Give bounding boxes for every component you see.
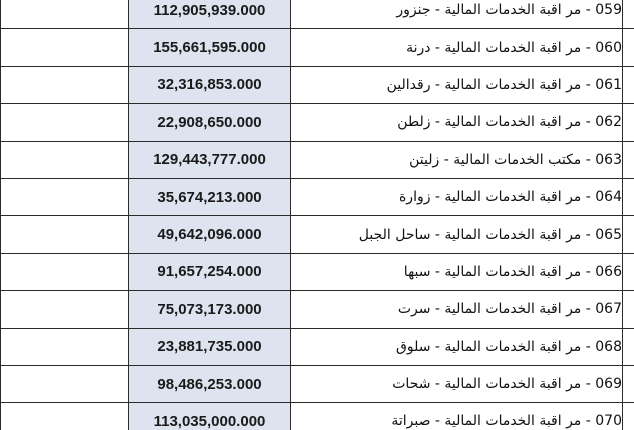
- table-row: [1, 0, 634, 29]
- office-name-cell: 066 - مر اقبة الخدمات المالية - سبها: [291, 253, 623, 290]
- tail-cell: [623, 328, 634, 365]
- office-name: مر اقبة الخدمات المالية - شحات: [392, 376, 582, 393]
- table-row: [1, 291, 634, 328]
- row-code: 059: [595, 2, 622, 19]
- office-name-cell: 069 - مر اقبة الخدمات المالية - شحات: [291, 365, 623, 402]
- office-name: مر اقبة الخدمات المالية - درنة: [406, 39, 582, 56]
- table-row: [1, 216, 634, 253]
- tail-cell: [623, 216, 634, 253]
- office-name: مر اقبة الخدمات المالية - جنزور: [396, 2, 582, 19]
- amount-cell: 112,905,939.000: [129, 0, 291, 29]
- office-name: مر اقبة الخدمات المالية - رقدالين: [386, 76, 582, 93]
- tail-cell: [623, 0, 634, 29]
- amount-cell: 98,486,253.000: [129, 365, 291, 402]
- table-row: [1, 66, 634, 103]
- amount-cell: 155,661,595.000: [129, 29, 291, 66]
- amount-cell: 23,881,735.000: [129, 328, 291, 365]
- amount-cell: 129,443,777.000: [129, 141, 291, 178]
- office-name: مر اقبة الخدمات المالية - سرت: [397, 301, 582, 318]
- row-code: 061: [595, 76, 622, 93]
- office-name: مر اقبة الخدمات المالية - ساحل الجبل: [358, 226, 582, 243]
- lead-cell: [1, 141, 129, 178]
- amount-cell: 35,674,213.000: [129, 178, 291, 215]
- row-code: 065: [595, 226, 622, 243]
- office-name-cell: 059 - مر اقبة الخدمات المالية - جنزور: [291, 0, 623, 29]
- office-name: مر اقبة الخدمات المالية - سبها: [403, 263, 582, 280]
- tail-cell: [623, 178, 634, 215]
- lead-cell: [1, 29, 129, 66]
- office-name: مر اقبة الخدمات المالية - صبراتة: [391, 413, 582, 430]
- tail-cell: [623, 291, 634, 328]
- office-name-cell: 060 - مر اقبة الخدمات المالية - درنة: [291, 29, 623, 66]
- amount-cell: 49,642,096.000: [129, 216, 291, 253]
- tail-cell: [623, 365, 634, 402]
- amount-cell: 22,908,650.000: [129, 104, 291, 141]
- office-name-cell: 061 - مر اقبة الخدمات المالية - رقدالين: [291, 66, 623, 103]
- lead-cell: [1, 403, 129, 430]
- row-code: 066: [595, 263, 622, 280]
- lead-cell: [1, 291, 129, 328]
- table-row: [1, 104, 634, 141]
- office-name: مر اقبة الخدمات المالية - زلطن: [397, 114, 582, 131]
- office-name: مر اقبة الخدمات المالية - زوارة: [398, 189, 582, 206]
- office-name-cell: 067 - مر اقبة الخدمات المالية - سرت: [291, 291, 623, 328]
- office-name-cell: 062 - مر اقبة الخدمات المالية - زلطن: [291, 104, 623, 141]
- table-row: [1, 253, 634, 290]
- office-name-cell: 070 - مر اقبة الخدمات المالية - صبراتة: [291, 403, 623, 430]
- row-code: 060: [595, 39, 622, 56]
- table-row: [1, 328, 634, 365]
- amount-cell: 113,035,000.000: [129, 403, 291, 430]
- tail-cell: [623, 66, 634, 103]
- lead-cell: [1, 328, 129, 365]
- tail-cell: [623, 29, 634, 66]
- lead-cell: [1, 0, 129, 29]
- row-code: 063: [595, 151, 622, 168]
- tail-cell: [623, 253, 634, 290]
- table-row: [1, 403, 634, 430]
- lead-cell: [1, 104, 129, 141]
- tail-cell: [623, 141, 634, 178]
- amount-cell: 91,657,254.000: [129, 253, 291, 290]
- row-code: 064: [595, 189, 622, 206]
- row-code: 068: [595, 338, 622, 355]
- row-code: 062: [595, 114, 622, 131]
- row-code: 067: [595, 301, 622, 318]
- lead-cell: [1, 178, 129, 215]
- lead-cell: [1, 365, 129, 402]
- row-code: 069: [595, 376, 622, 393]
- lead-cell: [1, 216, 129, 253]
- office-name: مكتب الخدمات المالية - زليتن: [409, 151, 582, 168]
- table-row: [1, 365, 634, 402]
- tail-cell: [623, 104, 634, 141]
- amount-cell: 75,073,173.000: [129, 291, 291, 328]
- office-name-cell: 065 - مر اقبة الخدمات المالية - ساحل الجبل: [291, 216, 623, 253]
- lead-cell: [1, 66, 129, 103]
- amount-cell: 32,316,853.000: [129, 66, 291, 103]
- office-name: مر اقبة الخدمات المالية - سلوق: [396, 338, 582, 355]
- row-code: 070: [595, 413, 622, 430]
- table-row: [1, 29, 634, 66]
- lead-cell: [1, 253, 129, 290]
- table-row: [1, 141, 634, 178]
- table-row: [1, 178, 634, 215]
- office-name-cell: 063 - مكتب الخدمات المالية - زليتن: [291, 141, 623, 178]
- tail-cell: [623, 403, 634, 430]
- office-name-cell: 064 - مر اقبة الخدمات المالية - زوارة: [291, 178, 623, 215]
- table-body: [1, 0, 634, 430]
- office-name-cell: 068 - مر اقبة الخدمات المالية - سلوق: [291, 328, 623, 365]
